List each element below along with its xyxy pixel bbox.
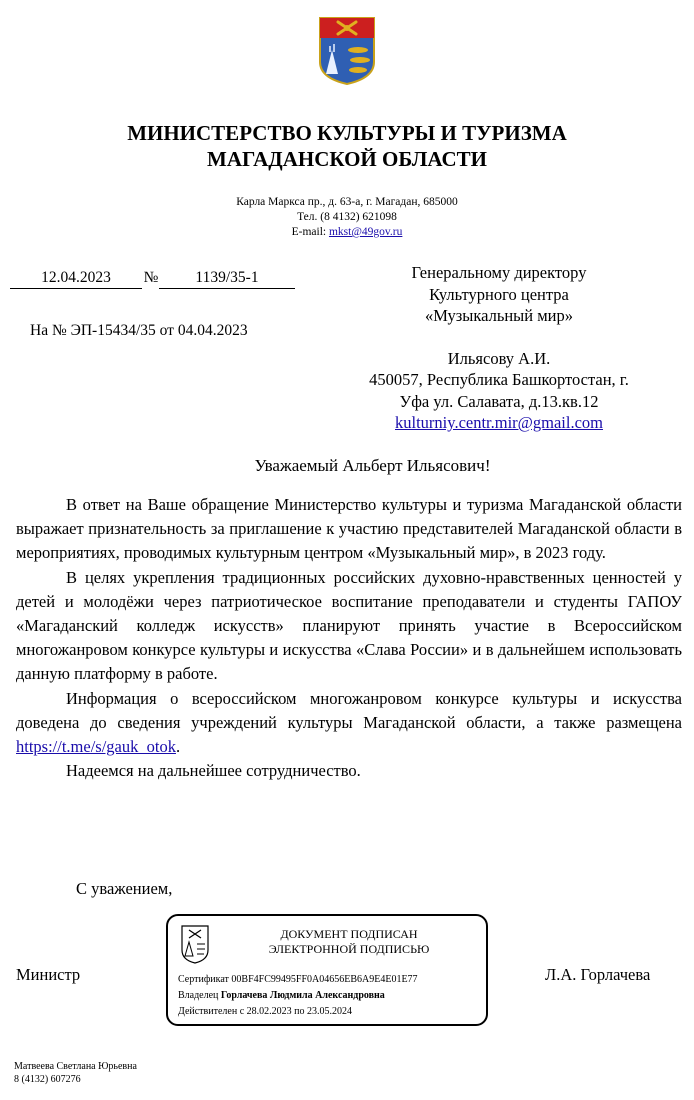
ministry-phone: Тел. (8 4132) 621098	[297, 211, 397, 223]
executor-phone: 8 (4132) 607276	[14, 1074, 81, 1085]
registration-date: 12.04.2023	[10, 268, 142, 289]
regards: С уважением,	[76, 879, 173, 898]
paragraph-3-end: .	[175, 737, 181, 757]
ministry-email-line	[0, 225, 694, 240]
telegram-link[interactable]: https://t.me/s/gauk_otok	[16, 737, 176, 757]
owner-label: Владелец	[178, 990, 219, 1001]
addressee-line1: Генеральному директору	[411, 263, 587, 282]
letter-body	[16, 493, 682, 783]
owner-line	[178, 988, 418, 1004]
stamp-heading-line2: ЭЛЕКТРОННОЙ ПОДПИСЬЮ	[268, 942, 430, 956]
registration-number: 1139/35-1	[159, 268, 295, 289]
ministry-email-link[interactable]: mkst@49gov.ru	[328, 226, 403, 238]
email-label: E-mail:	[291, 226, 329, 238]
validity-from: 28.02.2023	[246, 1006, 292, 1017]
validity-from-label: с	[239, 1006, 245, 1017]
ministry-contacts	[0, 195, 694, 240]
addressee-block	[338, 262, 660, 434]
stamp-heading-line1: ДОКУМЕНТ ПОДПИСАН	[280, 927, 418, 941]
addressee-line2: Культурного центра	[429, 284, 569, 304]
addressee-name: Ильясову А.И.	[447, 348, 551, 368]
validity-line	[178, 1004, 418, 1020]
addressee-email-link[interactable]: kulturniy.centr.mir@gmail.com	[395, 413, 603, 432]
stamp-emblem-icon	[180, 924, 210, 964]
certificate-value: 00BF4FC99495FF0A04656EB6A9E4E01E77	[231, 974, 418, 985]
addressee-line3: «Музыкальный мир»	[424, 306, 573, 325]
paragraph-1: В ответ на Ваше обращение Министерство культуры и туризма Магаданской области выражает признательность за приглашение к участию представителей Магаданской области в мероприятиях, проводимых культурным центром «Музыкальный мир», в 2023 году.	[16, 495, 682, 563]
salutation: Уважаемый Альберт Ильясович!	[254, 456, 491, 475]
validity-to-label: по	[294, 1006, 305, 1017]
certificate-line	[178, 972, 418, 988]
number-sign: №	[143, 269, 159, 286]
stamp-heading	[216, 927, 482, 957]
addressee-address-line2: Уфа ул. Салавата, д.13.кв.12	[399, 391, 599, 411]
owner-value: Горлачева Людмила Александровна	[220, 990, 385, 1001]
validity-label: Действителен	[178, 1006, 238, 1017]
paragraph-4: Надеемся на дальнейшее сотрудничество.	[66, 761, 361, 781]
paragraph-2: В целях укрепления традиционных российских духовно-нравственных ценностей у детей и молодёжи через патриотическое воспитание преподаватели и студенты ГАПОУ «Магаданский колледж искусств» планируют принять участие в Всероссийском многожанровом конкурсе культуры и искусства «Слава России» и в дальнейшем использовать данную платформу в работе.	[16, 567, 682, 684]
electronic-signature-stamp	[166, 914, 488, 1026]
ministry-title	[0, 120, 694, 172]
ministry-address: Карла Маркса пр., д. 63-а, г. Магадан, 685000	[236, 196, 458, 208]
paragraph-3-text: Информация о всероссийском многожанровом конкурсе культуры и искусства доведена до сведения учреждений культуры Магаданской области, а также размещена	[16, 688, 682, 732]
executor-name: Матвеева Светлана Юрьевна	[14, 1061, 137, 1072]
signer-position: Министр	[16, 965, 81, 984]
reply-reference: На № ЭП-15434/35 от 04.04.2023	[30, 322, 248, 339]
stamp-details	[178, 972, 418, 1020]
addressee-address-line1: 450057, Республика Башкортостан, г.	[369, 370, 629, 389]
coat-of-arms-icon	[318, 16, 376, 86]
paragraph-3	[16, 687, 682, 760]
ministry-title-line2: МАГАДАНСКОЙ ОБЛАСТИ	[207, 147, 487, 171]
validity-to: 23.05.2024	[307, 1006, 353, 1017]
ministry-title-line1: МИНИСТЕРСТВО КУЛЬТУРЫ И ТУРИЗМА	[127, 121, 567, 145]
executor-info	[14, 1060, 137, 1086]
certificate-label: Сертификат	[178, 974, 229, 985]
signer-name: Л.А. Горлачева	[545, 965, 651, 984]
